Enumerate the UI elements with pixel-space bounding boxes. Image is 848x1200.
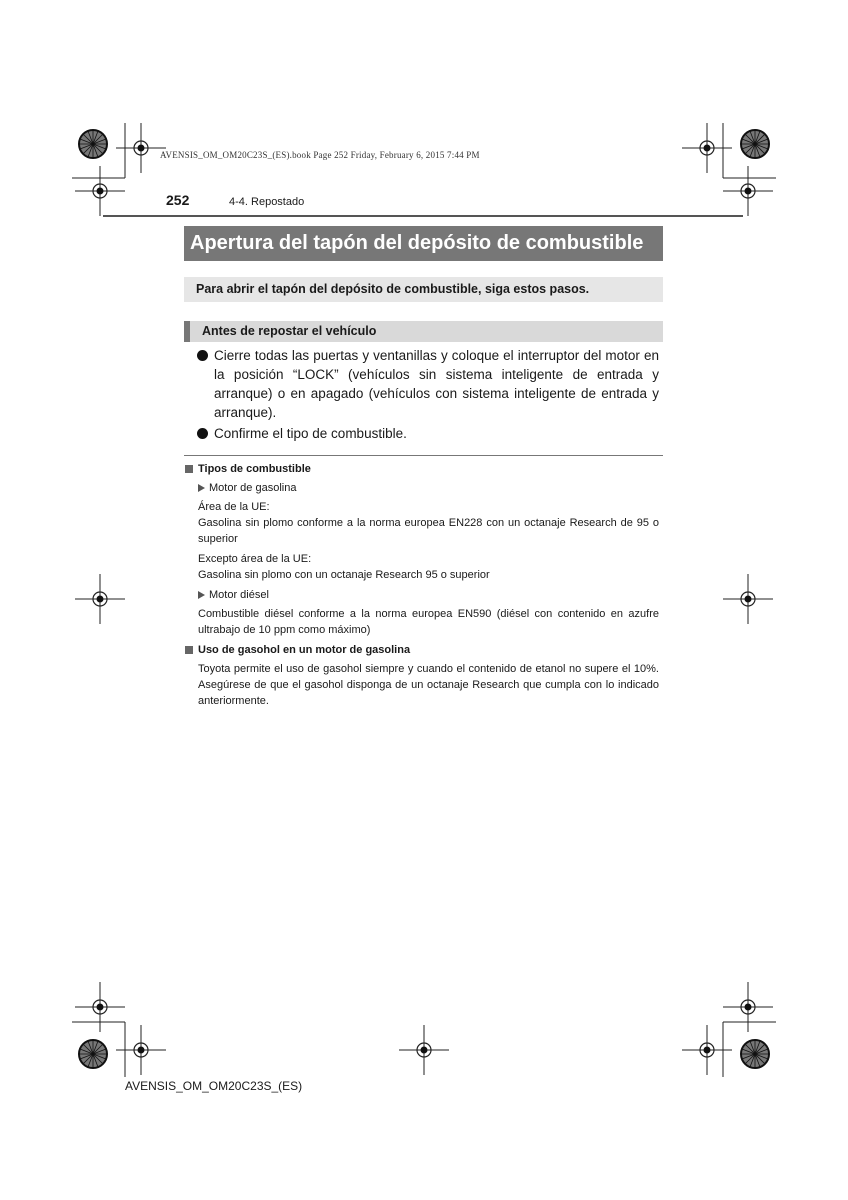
non-eu-area-text: Gasolina sin plomo con un octanaje Research 95 o superior	[198, 569, 490, 581]
note-heading-text: Uso de gasohol en un motor de gasolina	[198, 644, 411, 656]
section-divider	[184, 455, 663, 456]
sub-label-text: Motor de gasolina	[209, 482, 297, 494]
sub-label-text: Motor diésel	[209, 589, 269, 601]
note-heading-text: Tipos de combustible	[198, 463, 311, 475]
eu-area-label: Área de la UE:	[198, 501, 270, 513]
bullet-item	[197, 424, 659, 443]
non-eu-area-label: Excepto área de la UE:	[198, 553, 312, 565]
non-eu-area-paragraph	[185, 551, 659, 583]
bullet-icon	[197, 428, 208, 439]
section-reference: 4-4. Repostado	[229, 196, 305, 208]
square-bullet-icon	[185, 465, 193, 473]
bullet-item	[197, 346, 659, 422]
triangle-right-icon	[198, 591, 205, 599]
intro-text: Para abrir el tapón del depósito de combustible, siga estos pasos.	[184, 277, 663, 302]
bullet-text: Confirme el tipo de combustible.	[214, 426, 407, 441]
diesel-engine-label	[185, 587, 659, 603]
triangle-right-icon	[198, 484, 205, 492]
eu-area-text: Gasolina sin plomo conforme a la norma europea EN228 con un octanaje Research de 95 o superior	[198, 517, 659, 545]
eu-area-paragraph	[185, 499, 659, 547]
print-header: AVENSIS_OM_OM20C23S_(ES).book Page 252 Friday, February 6, 2015 7:44 PM	[160, 150, 480, 160]
note-heading-fuel-types	[185, 461, 659, 477]
bullet-icon	[197, 350, 208, 361]
bullet-list	[197, 346, 659, 445]
page-title: Apertura del tapón del depósito de combustible	[184, 226, 663, 261]
diesel-paragraph: Combustible diésel conforme a la norma europea EN590 (diésel con contenido en azufre ultrabajo de 10 ppm como máximo)	[198, 608, 659, 636]
subheading: Antes de repostar el vehículo	[184, 321, 663, 342]
gasoline-engine-label	[185, 480, 659, 496]
bullet-text: Cierre todas las puertas y ventanillas y coloque el interruptor del motor en la posición “LOCK” (vehículos sin sistema inteligente de entrada y arranque) o en apagado (vehículos con sistema inteligente de entrada y arranque).	[214, 348, 659, 420]
page-number: 252	[166, 192, 190, 208]
square-bullet-icon	[185, 646, 193, 654]
notes-section	[185, 461, 659, 713]
gasohol-paragraph: Toyota permite el uso de gasohol siempre y cuando el contenido de etanol no supere el 10%. Asegúrese de que el gasohol disponga de un octanaje Research que cumpla con lo indicado anteriormente.	[198, 663, 659, 707]
note-heading-gasohol	[185, 642, 659, 658]
footer-code: AVENSIS_OM_OM20C23S_(ES)	[125, 1079, 303, 1093]
header-divider	[103, 215, 743, 217]
